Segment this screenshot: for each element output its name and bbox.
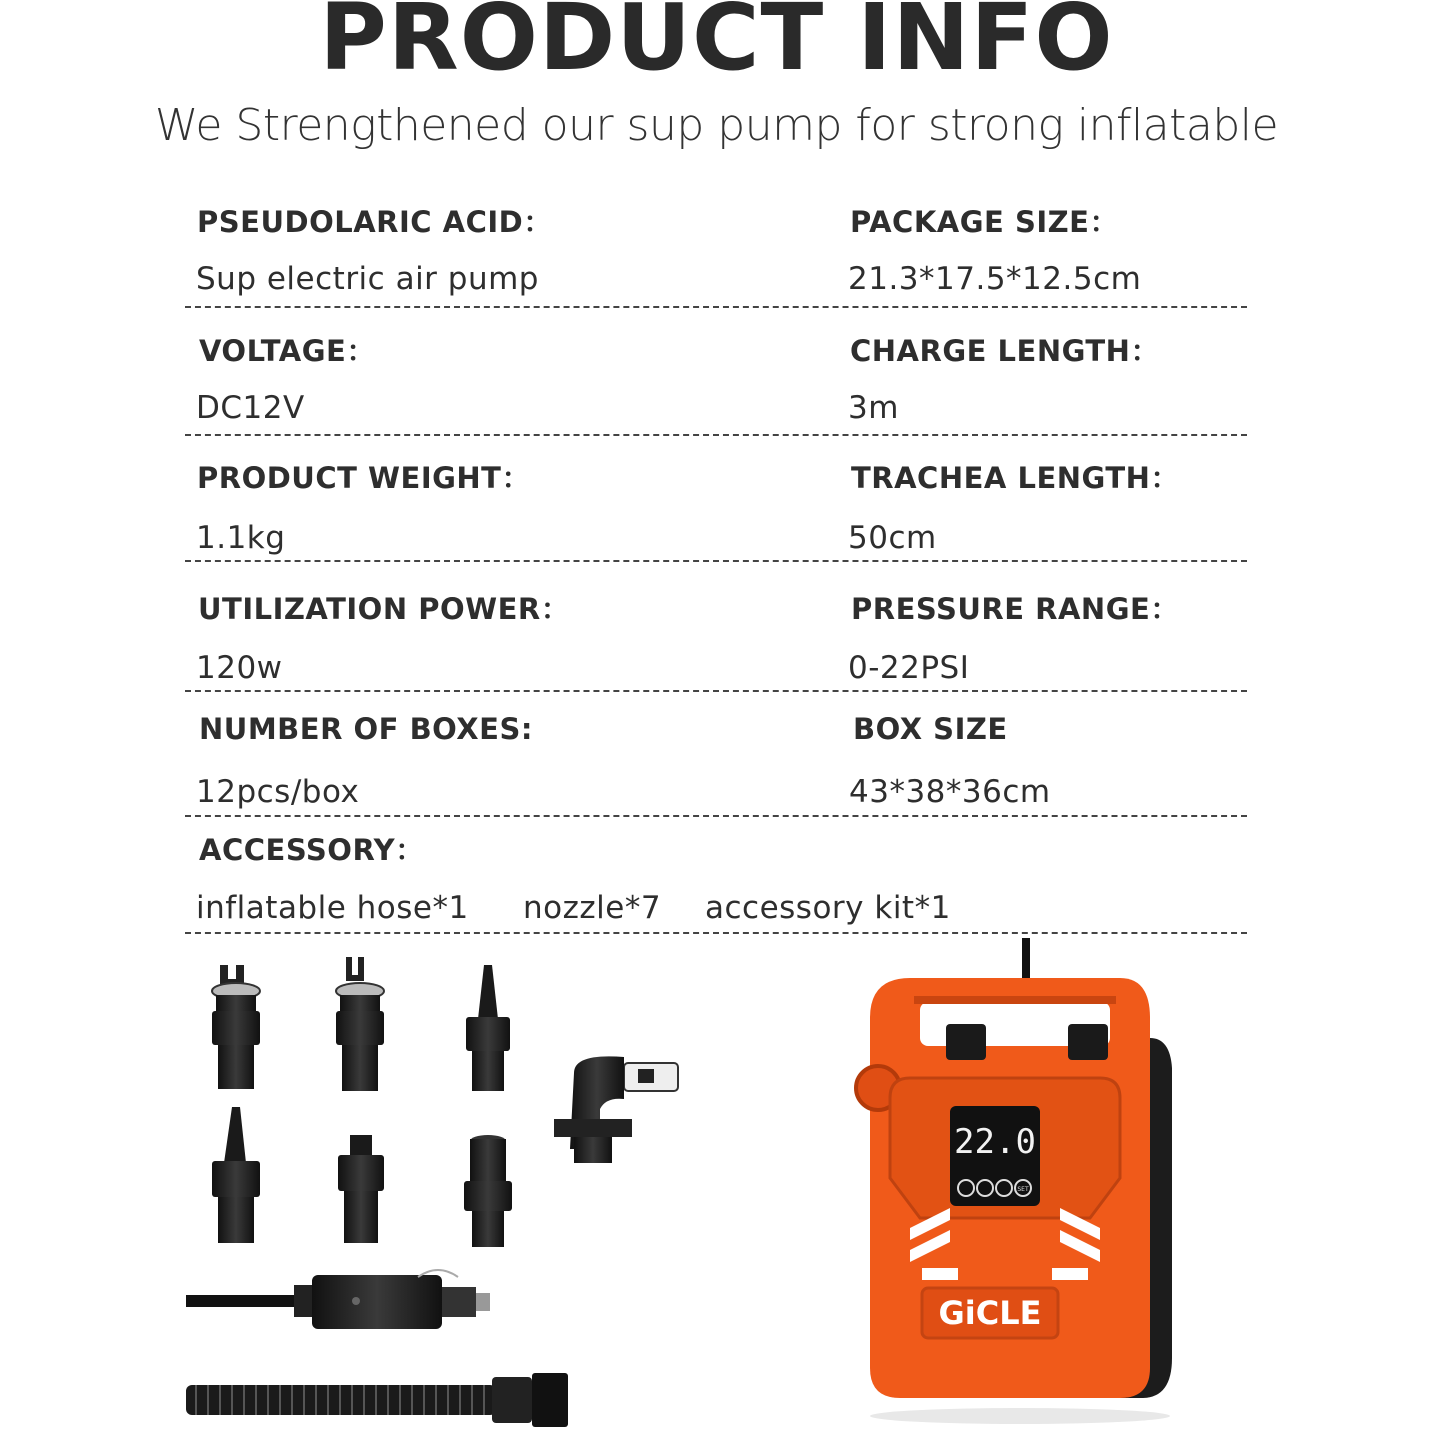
spec-label-pseudolaric-acid: PSEUDOLARIC ACID：	[197, 205, 553, 239]
nozzle-icon	[212, 965, 260, 1089]
svg-text:SET: SET	[1017, 1186, 1029, 1193]
spec-label-number-of-boxes: NUMBER OF BOXES:	[199, 712, 533, 746]
divider	[185, 690, 1247, 692]
nozzle-icon	[464, 1135, 512, 1247]
divider	[185, 932, 1247, 934]
spec-value-product-weight: 1.1kg	[196, 520, 286, 556]
spec-label-pressure-range: PRESSURE RANGE：	[851, 592, 1180, 626]
spec-label-voltage: VOLTAGE：	[199, 334, 376, 368]
accessory-item-kit: accessory kit*1	[705, 890, 951, 926]
spec-label-trachea-length: TRACHEA LENGTH：	[851, 461, 1180, 495]
accessory-item-nozzle: nozzle*7	[523, 890, 662, 926]
spec-label-charge-length: CHARGE LENGTH：	[850, 334, 1160, 368]
spec-value-pseudolaric-acid: Sup electric air pump	[196, 261, 539, 297]
air-pump-illustration	[850, 938, 1195, 1428]
spec-value-voltage: DC12V	[196, 390, 305, 426]
nozzle-icon	[466, 965, 510, 1091]
spec-value-number-of-boxes: 12pcs/box	[196, 774, 360, 810]
spec-value-box-size: 43*38*36cm	[849, 774, 1051, 810]
divider	[185, 434, 1247, 436]
spec-value-charge-length: 3m	[848, 390, 899, 426]
spec-label-package-size: PACKAGE SIZE：	[850, 205, 1119, 239]
elbow-adapter-icon	[554, 1056, 678, 1163]
accessory-item-hose: inflatable hose*1	[196, 890, 469, 926]
spec-label-product-weight: PRODUCT WEIGHT：	[197, 461, 531, 495]
spec-label-box-size: BOX SIZE	[853, 712, 1008, 746]
page-subtitle: We Strengthened our sup pump for strong inflatable	[154, 100, 1279, 151]
spec-label-utilization-power: UTILIZATION POWER：	[198, 592, 571, 626]
brand-logo: GiCLE	[938, 1294, 1042, 1332]
hose-icon	[186, 1373, 568, 1427]
spec-value-utilization-power: 120w	[196, 650, 283, 686]
accessories-illustration	[180, 945, 720, 1433]
car-charger-icon	[186, 1270, 490, 1329]
divider	[185, 815, 1247, 817]
page-title: PRODUCT INFO	[319, 0, 1114, 91]
nozzle-icon	[212, 1107, 260, 1243]
divider	[185, 306, 1247, 308]
accessory-label: ACCESSORY：	[199, 833, 425, 867]
nozzle-icon	[338, 1135, 384, 1243]
spec-value-trachea-length: 50cm	[848, 520, 937, 556]
svg-text:22.0: 22.0	[954, 1122, 1036, 1162]
divider	[185, 560, 1247, 562]
spec-value-package-size: 21.3*17.5*12.5cm	[848, 261, 1142, 297]
nozzle-icon	[336, 957, 384, 1091]
spec-value-pressure-range: 0-22PSI	[848, 650, 970, 686]
